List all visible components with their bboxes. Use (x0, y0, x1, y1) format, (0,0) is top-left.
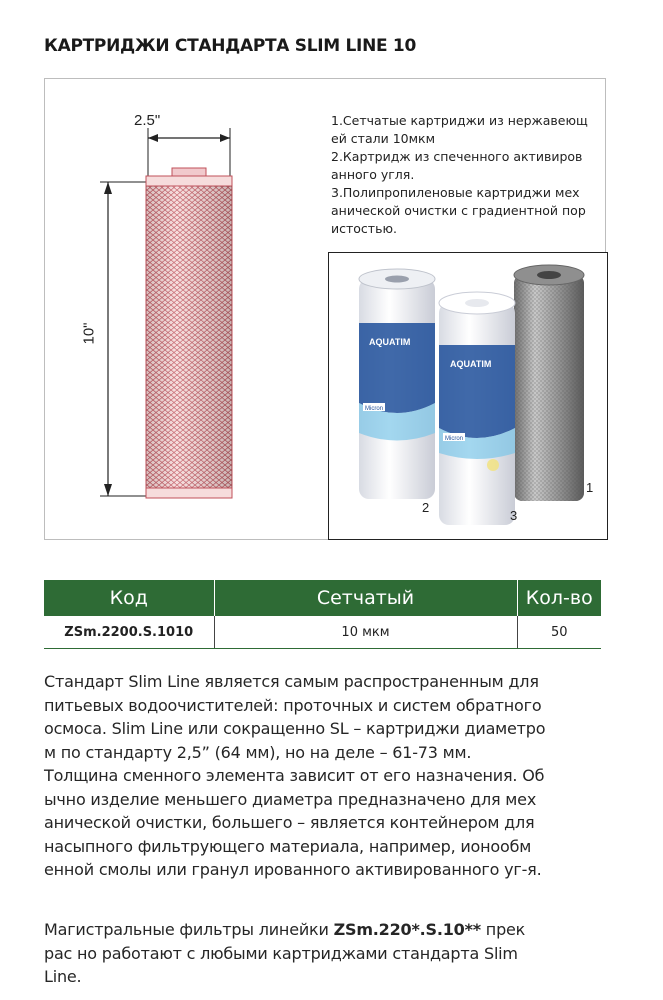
photo-label-3: 3 (510, 508, 518, 523)
cell-code: ZSm.2200.S.1010 (44, 616, 214, 649)
note-paragraph (44, 918, 619, 989)
width-dimension-label: 2.5" (134, 112, 161, 129)
table-row (44, 616, 601, 649)
note-line: ей стали 10мкм (331, 131, 436, 146)
page-title: КАРТРИДЖИ СТАНДАРТА SLIM LINE 10 (44, 36, 416, 56)
note-text: Магистральные фильтры линейки (44, 920, 334, 939)
photo-label-2: 2 (422, 500, 430, 515)
note-text: прек (480, 920, 526, 939)
spec-table (44, 580, 601, 649)
description-line: Стандарт Slim Line является самым распространенным для (44, 672, 539, 691)
note-line-2: рас но работают с любыми картриджами стандарта Slim (44, 943, 518, 963)
cell-mesh: 10 мкм (214, 616, 517, 649)
note-product-code: ZSm.220*.S.10** (333, 920, 481, 939)
cell-quantity: 50 (517, 616, 601, 649)
note-line: 1.Сетчатые картриджи из нержавеющ (331, 113, 588, 128)
note-line-3: Line. (44, 967, 82, 986)
cartridges-illustration (329, 253, 607, 539)
micron-label: Micron (445, 436, 464, 442)
photo-label-1: 1 (586, 480, 594, 495)
note-line: анного угля. (331, 167, 415, 182)
description-line: Толщина сменного элемента зависит от его назначения. Об (44, 766, 545, 785)
micron-label: Micron (365, 406, 384, 412)
column-header-mesh: Сетчатый (214, 580, 517, 616)
description-line: енной смолы или гранул ированного активированного уг-я. (44, 860, 542, 879)
cartridge-notes (331, 112, 606, 238)
note-line: истостью. (331, 221, 397, 236)
note-line: 3.Полипропиленовые картриджи мех (331, 185, 580, 200)
description-line: ычно изделие меньшего диаметра предназначено для мех (44, 789, 537, 809)
note-line: анической очистки с градиентной пор (331, 203, 586, 218)
description-paragraph (44, 670, 619, 882)
description-line: осмоса. Slim Line или сокращенно SL – картриджи диаметро (44, 719, 546, 738)
column-header-code: Код (44, 580, 214, 616)
description-line: насыпного фильтрующего материала, например, ионообм (44, 836, 532, 856)
brand-label: AQUATIM (369, 337, 411, 347)
note-line: 2.Картридж из спеченного активиров (331, 149, 583, 164)
table-header-row (44, 580, 601, 616)
description-line: питьевых водоочистителей: проточных и систем обратного (44, 695, 542, 715)
height-dimension-label: 10" (80, 322, 98, 345)
description-line: м по стандарту 2,5” (64 мм), но на деле – 61-73 мм. (44, 742, 472, 762)
column-header-quantity: Кол-во (517, 580, 601, 616)
brand-label: AQUATIM (450, 359, 492, 369)
cartridges-photo (328, 252, 608, 540)
note-line-1 (44, 918, 619, 942)
description-line: анической очистки, большего – является контейнером для (44, 813, 535, 832)
